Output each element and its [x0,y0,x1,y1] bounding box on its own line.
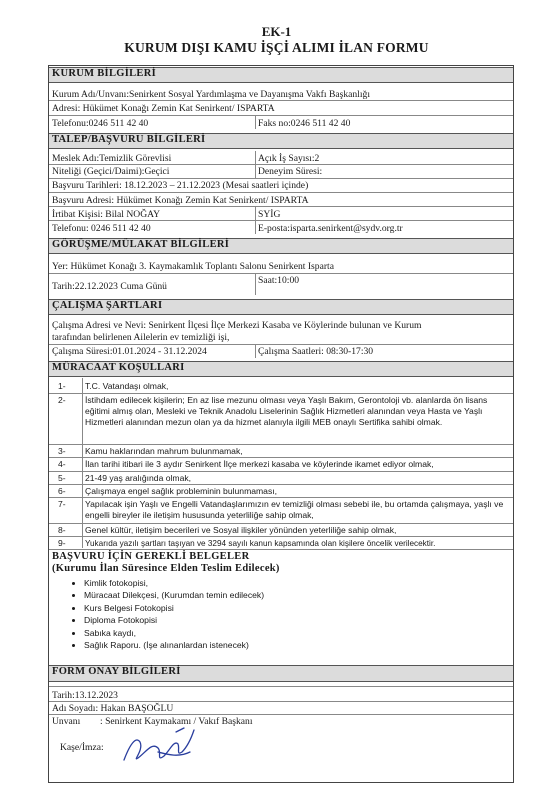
divider [255,273,256,295]
divider [49,178,513,179]
list-item: • Müracaat Dilekçesi, (Kurumdan temin edilecek) [84,589,264,601]
list-item: • Kimlik fotokopisi, [84,577,264,589]
item-text: Yukarıda yazılı şartları taşıyan ve 3294 sayılı kanun kapsamında olan kişilere öncelik verilecektir. [85,539,436,548]
divider [255,115,256,129]
gorusme-tarih: Tarih:22.12.2023 Cuma Günü [52,281,167,292]
deneyim-suresi: Deneyim Süresi: [258,166,323,177]
divider [49,686,513,687]
onay-tarih: Tarih:13.12.2023 [52,690,118,701]
divider [49,444,513,445]
form-title: KURUM DIŞI KAMU İŞÇİ ALIMI İLAN FORMU [124,40,429,55]
item-text: T.C. Vatandaşı olmak, [85,381,169,391]
item-text: Genel kültür, iletişim becerileri ve Sosyal ilişkiler yönünden yeterliliğe sahip olmak, [85,525,397,535]
belgeler-list [70,577,264,651]
section-gorusme: GÖRÜŞME/MÜLAKAT BİLGİLERİ [49,238,513,254]
onay-unvani-value: : Senirkent Kaymakamı / Vakıf Başkanı [100,716,253,727]
talep-telefon: Telefonu: 0246 511 42 40 [52,223,151,234]
list-item: • Sabıka kaydı, [84,627,264,639]
syig-label: SYİG [258,209,281,220]
item-number: 9- [58,538,66,548]
divider [49,115,513,116]
section-kurum: KURUM BİLGİLERİ [49,67,513,83]
section-muracaat: MÜRACAAT KOŞULLARI [49,361,513,377]
item-number: 8- [58,525,66,535]
divider [49,549,513,550]
onay-kase-imza: Kaşe/İmza: [60,742,104,753]
item-text: İlan tarihi itibari ile 3 aydır Senirkent İlçe merkezi kasaba ve köylerinde ikamet ediyor olmak, [85,459,434,469]
divider [49,701,513,702]
calisma-suresi: Çalışma Süresi:01.01.2024 - 31.12.2024 [52,346,207,357]
divider [49,192,513,193]
meslek-adi: Meslek Adı:Temizlik Görevlisi [52,153,172,164]
basvuru-tarihleri: Başvuru Tarihleri: 18.12.2023 – 21.12.2023 (Mesai saatleri içinde) [52,180,309,191]
section-calisma: ÇALIŞMA ŞARTLARI [49,299,513,315]
list-item [49,459,513,471]
item-text: İstihdam edilecek kişilerin; En az lise mezunu olması veya Yaşlı Bakım, Gerontoloji vb. alanlarda ön lisans eğitimi almış olan, Mesleki ve Teknik Anadolu Liselerinin Sağlık Hizmetleri alanından veya Hasta ve Yaşlı Hizmetleri alanından mezun olan ya da hizmet alanıyla ilgili MEB onaylı Sertifika sahibi olmak. [85,395,488,428]
divider [49,457,513,458]
irtibat-kisisi: İrtibat Kişisi: Bilal NOĞAY [52,209,161,220]
signature-image [118,722,208,772]
list-item [49,381,513,393]
calisma-adresi-1: Çalışma Adresi ve Nevi: Senirkent İlçesi İlçe Merkezi Kasaba ve Köylerinde bulunan ve Kurum [52,320,422,331]
divider [255,151,256,178]
divider [49,393,513,394]
item-number: 2- [58,395,66,405]
acik-is-sayisi: Açık İş Sayısı:2 [258,153,320,164]
niteligi: Niteliği (Geçici/Daimi):Geçici [52,166,170,177]
item-number: 4- [58,459,66,469]
divider [49,523,513,524]
item-number: 1- [58,381,66,391]
item-text: Kamu haklarından mahrum bulunmamak, [85,446,243,456]
divider [255,206,256,234]
calisma-saatleri: Çalışma Saatleri: 08:30-17:30 [258,346,374,357]
onay-unvani-label: Unvanı [52,716,81,727]
calisma-adresi-2: tarafından belirlenen Ailelerin ev temizliği işi, [52,332,230,343]
belgeler-subtitle: (Kurumu İlan Süresince Elden Teslim Edilecek) [52,563,280,574]
basvuru-adresi: Başvuru Adresi: Hükümet Konağı Zemin Kat Senirkent/ ISPARTA [52,195,309,206]
item-number: 7- [58,499,66,509]
list-item: • Diploma Fotokopisi [84,614,264,626]
divider [49,536,513,537]
divider [49,100,513,101]
annex-label: EK-1 [261,24,292,39]
divider [255,344,256,358]
eposta: E-posta:isparta.senirkent@sydv.org.tr [258,223,403,234]
divider [49,273,513,274]
kurum-adres: Adresi: Hükümet Konağı Zemin Kat Senirkent/ ISPARTA [52,103,275,114]
section-onay: FORM ONAY BİLGİLERİ [49,665,513,682]
divider [49,344,513,345]
onay-adi-soyadi: Adı Soyadı: Hakan BAŞOĞLU [52,703,174,714]
item-number: 3- [58,446,66,456]
list-item [49,499,513,523]
list-item [49,395,513,443]
list-item: • Kurs Belgesi Fotokopisi [84,602,264,614]
item-text: 21-49 yaş aralığında olmak, [85,473,192,483]
item-number: 5- [58,473,66,483]
divider [49,714,513,715]
item-number: 6- [58,486,66,496]
belgeler-title: BAŞVURU İÇİN GEREKLİ BELGELER [52,551,250,562]
divider [49,497,513,498]
kurum-telefon: Telefonu:0246 511 42 40 [52,118,149,129]
gorusme-yer: Yer: Hükümet Konağı 3. Kaymakamlık Toplantı Salonu Senirkent Isparta [52,261,334,272]
divider [49,484,513,485]
divider [49,164,513,165]
kurum-adi: Kurum Adı/Unvanı:Senirkent Sosyal Yardımlaşma ve Dayanışma Vakfı Başkanlığı [52,89,370,100]
divider [49,220,513,221]
list-item: • Sağlık Raporu. (İşe alınanlardan istenecek) [84,639,264,651]
section-talep: TALEP/BAŞVURU BİLGİLERİ [49,133,513,149]
gorusme-saat: Saat:10:00 [258,275,300,286]
kurum-faks: Faks no:0246 511 42 40 [258,118,351,129]
item-text: Çalışmaya engel sağlık probleminin bulunmaması, [85,486,278,496]
divider [49,206,513,207]
item-text: Yapılacak işin Yaşlı ve Engelli Vatandaşlarımızın ev temizliği olması sebebi ile, bu ortamda çalışmaya, yaşlı ve engelli bireyler ile iletişim hususunda yeterliliğe sahip olmak, [85,499,504,521]
divider [49,471,513,472]
